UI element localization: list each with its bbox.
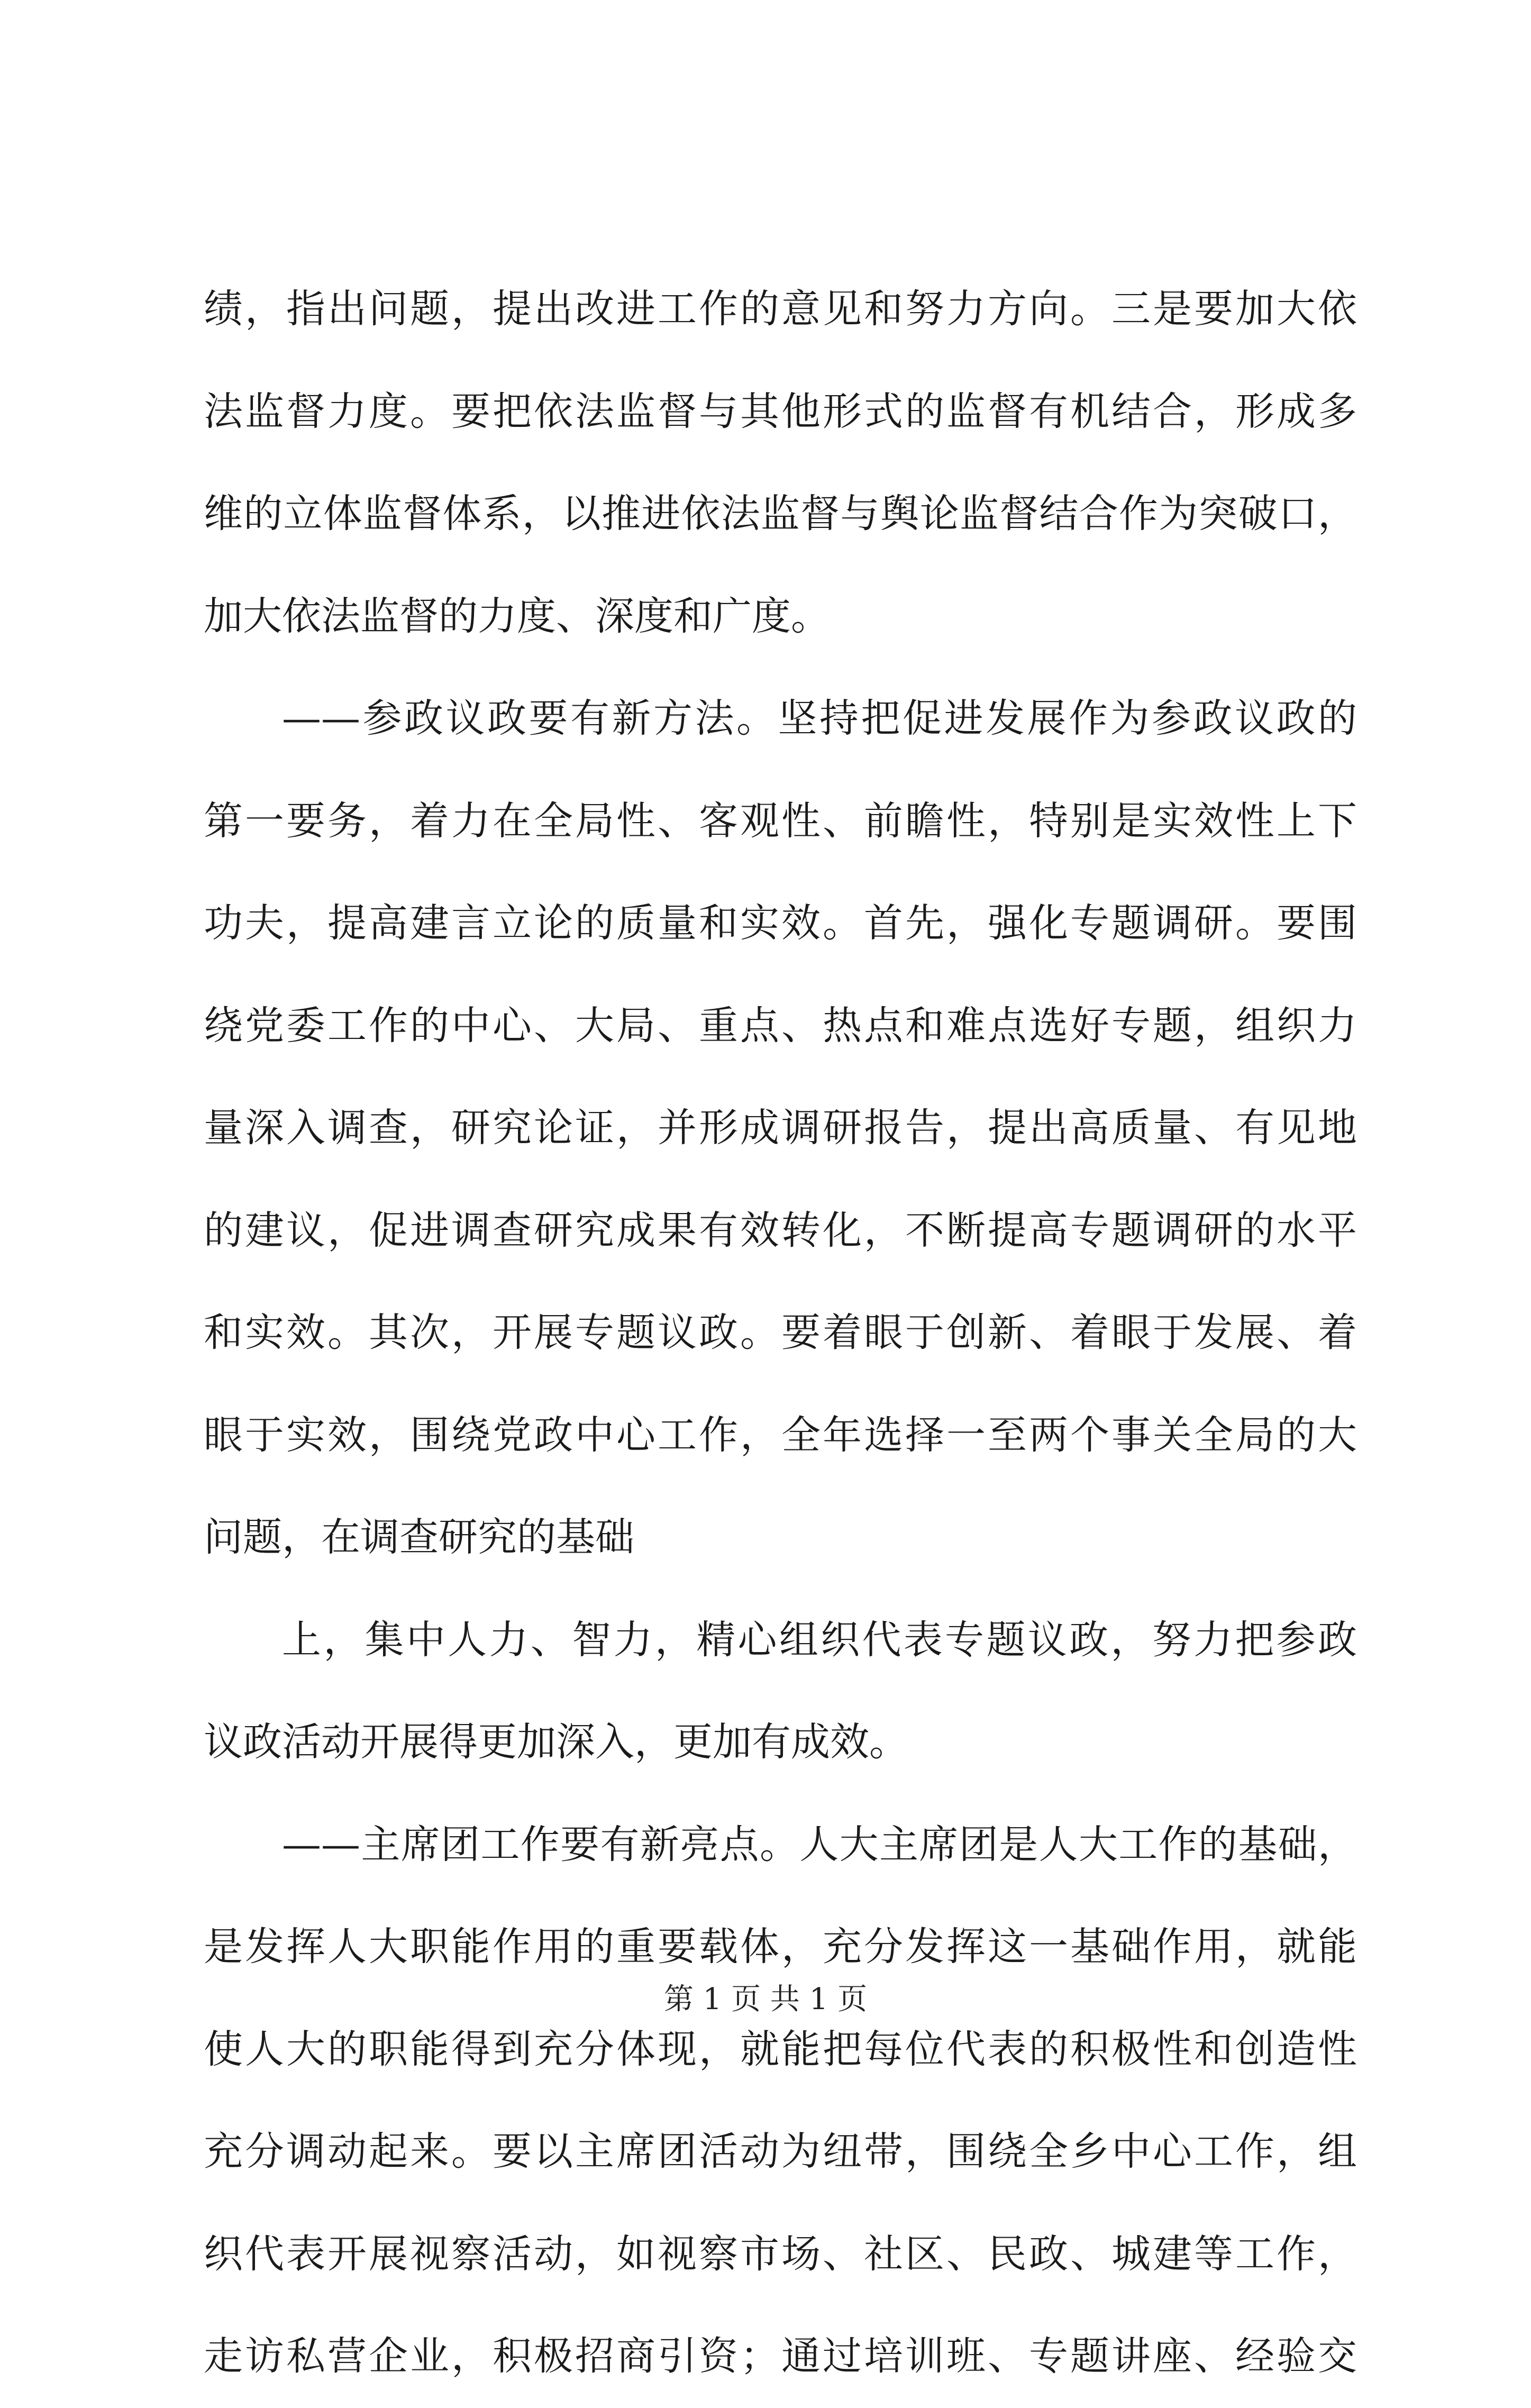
text-line: 眼于实效，围绕党政中心工作，全年选择一至两个事关全局的大	[204, 1412, 1357, 1458]
text-line: 议政活动开展得更加深入，更加有成效。	[204, 1719, 908, 1765]
text-line: 第一要务，着力在全局性、客观性、前瞻性，特别是实效性上下	[204, 798, 1357, 844]
text-line: 法监督力度。要把依法监督与其他形式的监督有机结合，形成多	[204, 388, 1357, 434]
text-line: 问题，在调查研究的基础	[204, 1515, 634, 1560]
text-line: 绕党委工作的中心、大局、重点、热点和难点选好专题，组织力	[204, 1002, 1357, 1048]
page-number-footer: 第 1 页 共 1 页	[663, 1982, 868, 2017]
text-line: 充分调动起来。要以主席团活动为纽带，围绕全乡中心工作，组	[204, 2129, 1357, 2174]
text-line: 维的立体监督体系，以推进依法监督与舆论监督结合作为突破口，	[204, 491, 1357, 536]
text-line: ——主席团工作要有新亮点。人大主席团是人大工作的基础，	[282, 1821, 1357, 1867]
text-line: 量深入调查，研究论证，并形成调研报告，提出高质量、有见地	[204, 1105, 1357, 1151]
text-line: 的建议，促进调查研究成果有效转化，不断提高专题调研的水平	[204, 1207, 1357, 1253]
text-line: 织代表开展视察活动，如视察市场、社区、民政、城建等工作，	[204, 2231, 1357, 2277]
text-line: 是发挥人大职能作用的重要载体，充分发挥这一基础作用，就能	[204, 1924, 1357, 1969]
document-body	[204, 258, 1357, 2408]
text-line: ——参政议政要有新方法。坚持把促进发展作为参政议政的	[282, 696, 1357, 741]
text-line: 加大依法监督的力度、深度和广度。	[204, 593, 830, 639]
text-line: 功夫，提高建言立论的质量和实效。首先，强化专题调研。要围	[204, 900, 1357, 946]
text-line: 上，集中人力、智力，精心组织代表专题议政，努力把参政	[282, 1617, 1357, 1663]
text-line: 使人大的职能得到充分体现，就能把每位代表的积极性和创造性	[204, 2026, 1357, 2072]
text-line: 走访私营企业，积极招商引资；通过培训班、专题讲座、经验交	[204, 2333, 1357, 2379]
text-line: 和实效。其次，开展专题议政。要着眼于创新、着眼于发展、着	[204, 1310, 1357, 1355]
text-line: 绩，指出问题，提出改进工作的意见和努力方向。三是要加大依	[204, 286, 1357, 332]
